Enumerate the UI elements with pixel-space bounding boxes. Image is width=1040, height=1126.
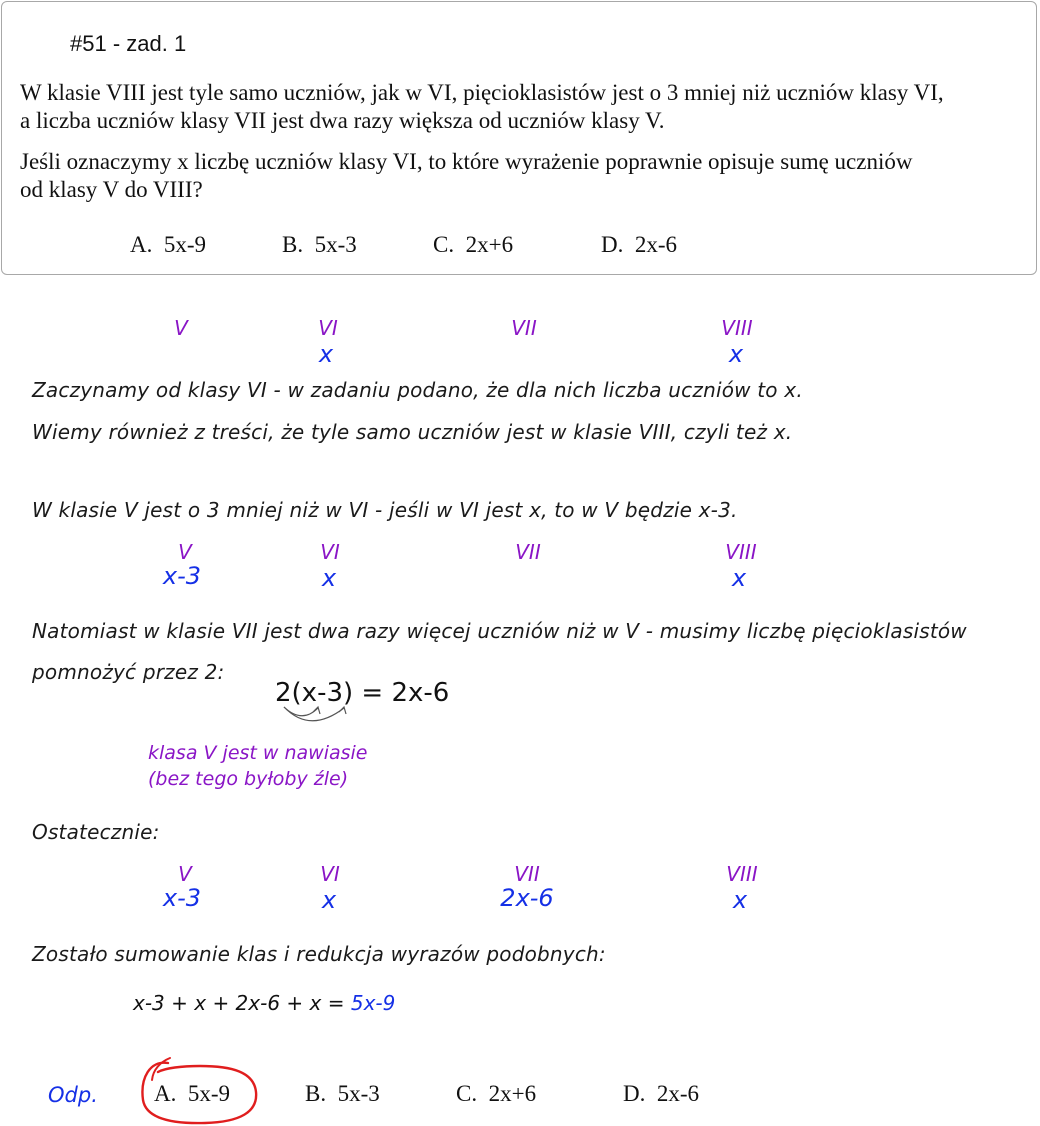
class-label-v: V: [178, 540, 192, 564]
task-title: #51 - zad. 1: [70, 31, 187, 56]
solution-text-line: Zaczynamy od klasy VI - w zadaniu podano, że dla nich liczba uczniów to x.: [32, 378, 803, 402]
option-c: C. 2x+6: [433, 232, 514, 257]
answer-option-b: B. 5x-3: [305, 1081, 380, 1106]
equation: 2(x-3) = 2x-6: [275, 678, 450, 708]
sum-result: 5x-9: [350, 991, 396, 1015]
class-value-vi: x: [321, 564, 337, 592]
solution-text-line: Wiemy również z treści, że tyle samo uczniów jest w klasie VIII, czyli też x.: [32, 420, 793, 444]
sum-expression: x-3 + x + 2x-6 + x = 5x-9: [133, 991, 396, 1015]
class-label-v: V: [174, 316, 188, 340]
option-b: B. 5x-3: [282, 232, 357, 257]
final-label: Ostatecznie:: [32, 820, 160, 844]
class-label-viii: VIII: [726, 862, 758, 886]
class-value-vi: x: [318, 340, 334, 368]
class-value-vii: 2x-6: [500, 884, 554, 912]
class-value-vi: x: [321, 886, 337, 914]
class-label-v: V: [178, 862, 192, 886]
note-line: (bez tego byłoby źle): [148, 768, 349, 790]
task-text-line: Jeśli oznaczymy x liczbę uczniów klasy VI, to które wyrażenie poprawnie opisuje sumę uczniów: [20, 149, 913, 174]
class-label-vi: VI: [320, 540, 340, 564]
answer-option-a: A. 5x-9: [154, 1081, 231, 1106]
class-value-v: x-3: [162, 884, 202, 912]
note-line: klasa V jest w nawiasie: [148, 742, 368, 764]
solution-text-line: Natomiast w klasie VII jest dwa razy więcej uczniów niż w V - musimy liczbę pięcioklasistów: [32, 619, 967, 643]
class-value-v: x-3: [162, 562, 202, 590]
task-text-line: a liczba uczniów klasy VII jest dwa razy większa od uczniów klasy V.: [20, 108, 665, 133]
class-label-viii: VIII: [725, 540, 757, 564]
answer-option-d: D. 2x-6: [623, 1081, 700, 1106]
option-d: D. 2x-6: [601, 232, 678, 257]
class-value-viii: x: [732, 886, 748, 914]
sum-label: Zostało sumowanie klas i redukcja wyrazów podobnych:: [32, 942, 606, 966]
class-label-vii: VII: [515, 540, 541, 564]
class-label-vi: VI: [318, 316, 338, 340]
class-label-viii: VIII: [721, 316, 753, 340]
class-label-vi: VI: [320, 862, 340, 886]
solution-text-line: W klasie V jest o 3 mniej niż w VI - jeśli w VI jest x, to w V będzie x-3.: [32, 498, 738, 522]
task-text-line: od klasy V do VIII?: [20, 177, 203, 202]
solution-text-line: pomnożyć przez 2:: [32, 660, 225, 684]
task-text-line: W klasie VIII jest tyle samo uczniów, jak w VI, pięcioklasistów jest o 3 mniej niż uczniów klasy VI,: [20, 80, 944, 105]
answer-label: Odp.: [48, 1083, 98, 1107]
class-value-viii: x: [728, 340, 744, 368]
option-a: A. 5x-9: [130, 232, 207, 257]
class-value-viii: x: [731, 564, 747, 592]
class-label-vii: VII: [514, 862, 540, 886]
answer-option-c: C. 2x+6: [456, 1081, 537, 1106]
class-label-vii: VII: [511, 316, 537, 340]
